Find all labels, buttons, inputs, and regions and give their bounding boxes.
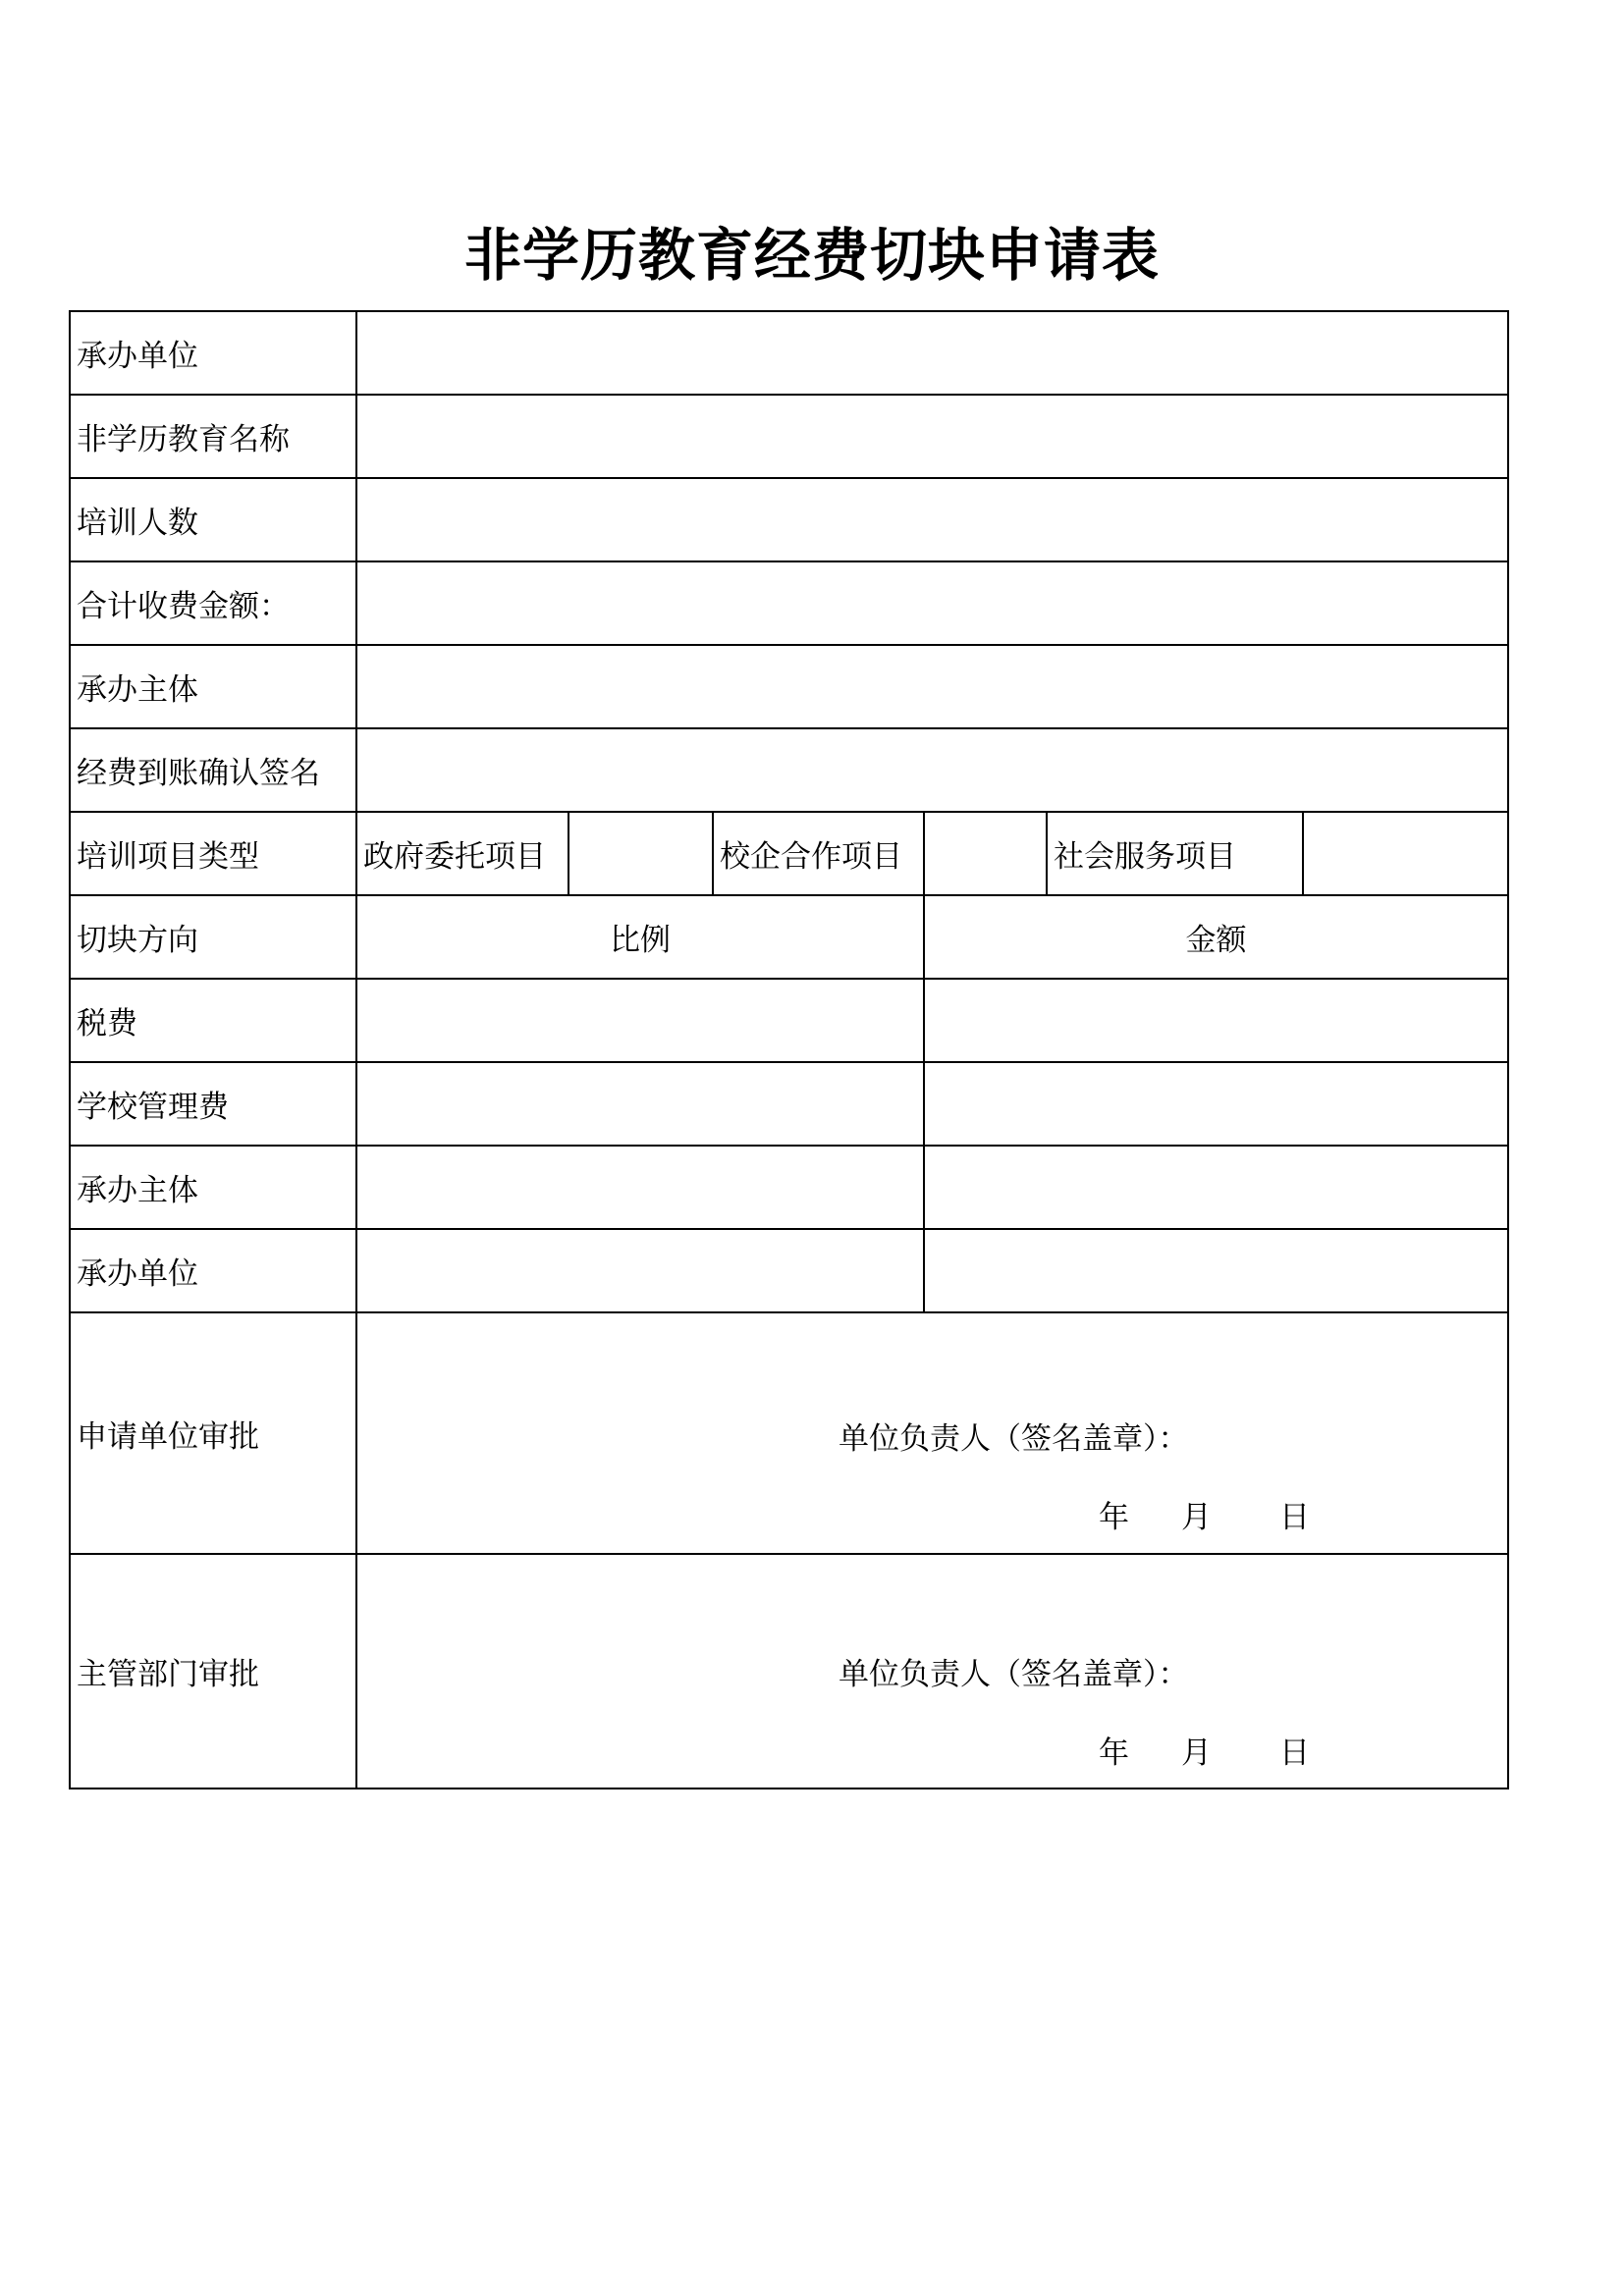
department-approval-field[interactable] [356,1554,1508,1789]
education-name-label: 非学历教育名称 [70,395,356,478]
trainee-count-field[interactable] [356,478,1508,561]
fund-confirm-label: 经费到账确认签名 [70,728,356,812]
project-type-social-service-field[interactable] [1303,812,1508,895]
host-entity-field[interactable] [356,645,1508,728]
applicant-approval-label: 申请单位审批 [70,1312,356,1554]
education-name-field[interactable] [356,395,1508,478]
application-form-table [69,310,1509,1789]
applicant-approval-field[interactable] [356,1312,1508,1554]
tax-ratio-field[interactable] [356,979,924,1062]
allocation-item-label: 承办主体 [70,1146,356,1229]
date-month-label: 月 [1181,1735,1212,1771]
total-fee-field[interactable] [356,561,1508,645]
host-entity-label: 承办主体 [70,645,356,728]
project-type-label: 培训项目类型 [70,812,356,895]
project-type-government-label: 政府委托项目 [356,812,568,895]
date-month-label: 月 [1181,1500,1212,1535]
school-fee-ratio-field[interactable] [356,1062,924,1146]
row-host-unit [70,311,1508,395]
row-trainee-count [70,478,1508,561]
host-unit-amount-field[interactable] [924,1229,1508,1312]
row-education-name [70,395,1508,478]
department-date-line [1099,1728,1310,1772]
applicant-signature-label: 单位负责人（签名盖章）： [839,1421,1189,1457]
date-year-label: 年 [1099,1735,1129,1771]
date-year-label: 年 [1099,1500,1129,1535]
allocation-item-label: 承办单位 [70,1229,356,1312]
project-type-government-field[interactable] [568,812,713,895]
form-title: 非学历教育经费切块申请表 [463,222,1160,289]
fund-confirm-signature-field[interactable] [356,728,1508,812]
tax-amount-field[interactable] [924,979,1508,1062]
row-applicant-approval [70,1312,1508,1554]
total-fee-label: 合计收费金额： [70,561,356,645]
row-project-type [70,812,1508,895]
allocation-item-label: 税费 [70,979,356,1062]
row-allocation-school-fee [70,1062,1508,1146]
host-unit-field[interactable] [356,311,1508,395]
amount-header: 金额 [924,895,1508,979]
row-allocation-host-unit [70,1229,1508,1312]
department-approval-label: 主管部门审批 [70,1554,356,1789]
host-entity-amount-field[interactable] [924,1146,1508,1229]
date-day-label: 日 [1279,1500,1310,1535]
applicant-date-line [1099,1492,1310,1536]
host-unit-label: 承办单位 [70,311,356,395]
row-allocation-tax [70,979,1508,1062]
trainee-count-label: 培训人数 [70,478,356,561]
host-unit-ratio-field[interactable] [356,1229,924,1312]
date-day-label: 日 [1279,1735,1310,1771]
project-type-school-enterprise-label: 校企合作项目 [713,812,924,895]
allocation-item-label: 学校管理费 [70,1062,356,1146]
row-fund-confirm [70,728,1508,812]
row-allocation-host-entity [70,1146,1508,1229]
allocation-label: 切块方向 [70,895,356,979]
ratio-header: 比例 [356,895,924,979]
department-signature-label: 单位负责人（签名盖章）： [839,1657,1189,1692]
host-entity-ratio-field[interactable] [356,1146,924,1229]
row-department-approval [70,1554,1508,1789]
row-host-entity [70,645,1508,728]
row-allocation-header [70,895,1508,979]
school-fee-amount-field[interactable] [924,1062,1508,1146]
row-total-fee [70,561,1508,645]
project-type-school-enterprise-field[interactable] [924,812,1047,895]
project-type-social-service-label: 社会服务项目 [1047,812,1303,895]
